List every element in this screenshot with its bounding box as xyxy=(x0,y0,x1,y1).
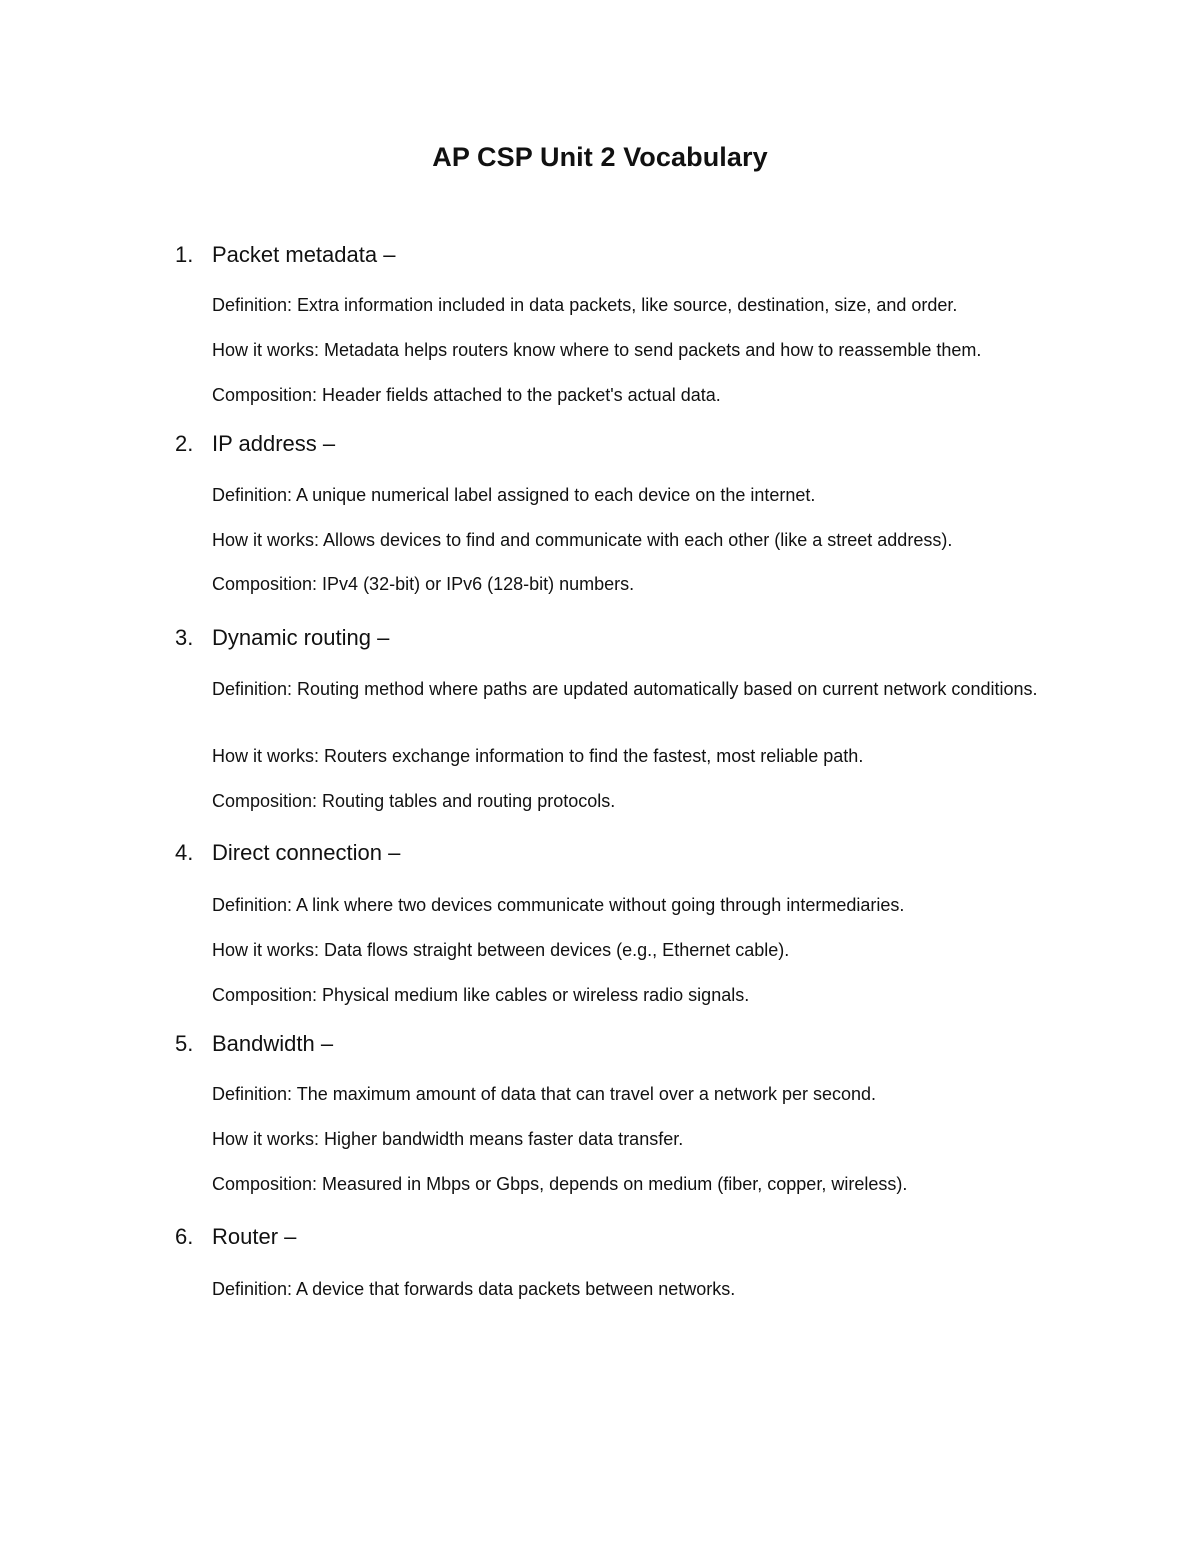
term-definition: Definition: A device that forwards data packets between networks. xyxy=(212,1279,736,1299)
term-how-it-works: How it works: Metadata helps routers know where to send packets and how to reassemble them. xyxy=(212,340,982,360)
term-heading xyxy=(175,839,400,867)
term-heading xyxy=(175,1030,333,1058)
term-definition: Definition: A link where two devices communicate without going through intermediaries. xyxy=(212,895,905,915)
term-how-it-works: How it works: Data flows straight between devices (e.g., Ethernet cable). xyxy=(212,940,790,960)
term-number: 1. xyxy=(175,242,194,267)
term-how-it-works: How it works: Higher bandwidth means faster data transfer. xyxy=(212,1129,684,1149)
term-number: 5. xyxy=(175,1031,194,1056)
term-composition: Composition: Measured in Mbps or Gbps, depends on medium (fiber, copper, wireless). xyxy=(212,1174,908,1194)
term-name: Dynamic routing – xyxy=(212,625,390,650)
term-number: 6. xyxy=(175,1224,194,1249)
term-heading xyxy=(175,241,395,269)
term-definition: Definition: A unique numerical label assigned to each device on the internet. xyxy=(212,485,816,505)
term-composition: Composition: Physical medium like cables or wireless radio signals. xyxy=(212,985,750,1005)
term-composition: Composition: Header fields attached to the packet's actual data. xyxy=(212,385,721,405)
term-number: 3. xyxy=(175,625,194,650)
term-definition: Definition: The maximum amount of data that can travel over a network per second. xyxy=(212,1084,877,1104)
term-how-it-works: How it works: Allows devices to find and communicate with each other (like a street address). xyxy=(212,530,953,550)
term-number: 2. xyxy=(175,431,194,456)
document-title: AP CSP Unit 2 Vocabulary xyxy=(432,142,768,172)
term-number: 4. xyxy=(175,840,194,865)
term-name: Bandwidth – xyxy=(212,1031,334,1056)
term-heading xyxy=(175,624,389,652)
term-name: Packet metadata – xyxy=(212,242,396,267)
term-name: Direct connection – xyxy=(212,840,401,865)
term-composition: Composition: Routing tables and routing protocols. xyxy=(212,791,616,811)
term-how-it-works: How it works: Routers exchange information to find the fastest, most reliable path. xyxy=(212,746,864,766)
term-name: Router – xyxy=(212,1224,297,1249)
term-heading xyxy=(175,430,335,458)
term-heading xyxy=(175,1223,296,1251)
term-name: IP address – xyxy=(212,431,336,456)
term-composition: Composition: IPv4 (32-bit) or IPv6 (128-bit) numbers. xyxy=(212,574,635,594)
term-definition: Definition: Extra information included in data packets, like source, destination, size, and order. xyxy=(212,295,958,315)
term-definition: Definition: Routing method where paths are updated automatically based on current network conditions. xyxy=(212,679,1038,699)
